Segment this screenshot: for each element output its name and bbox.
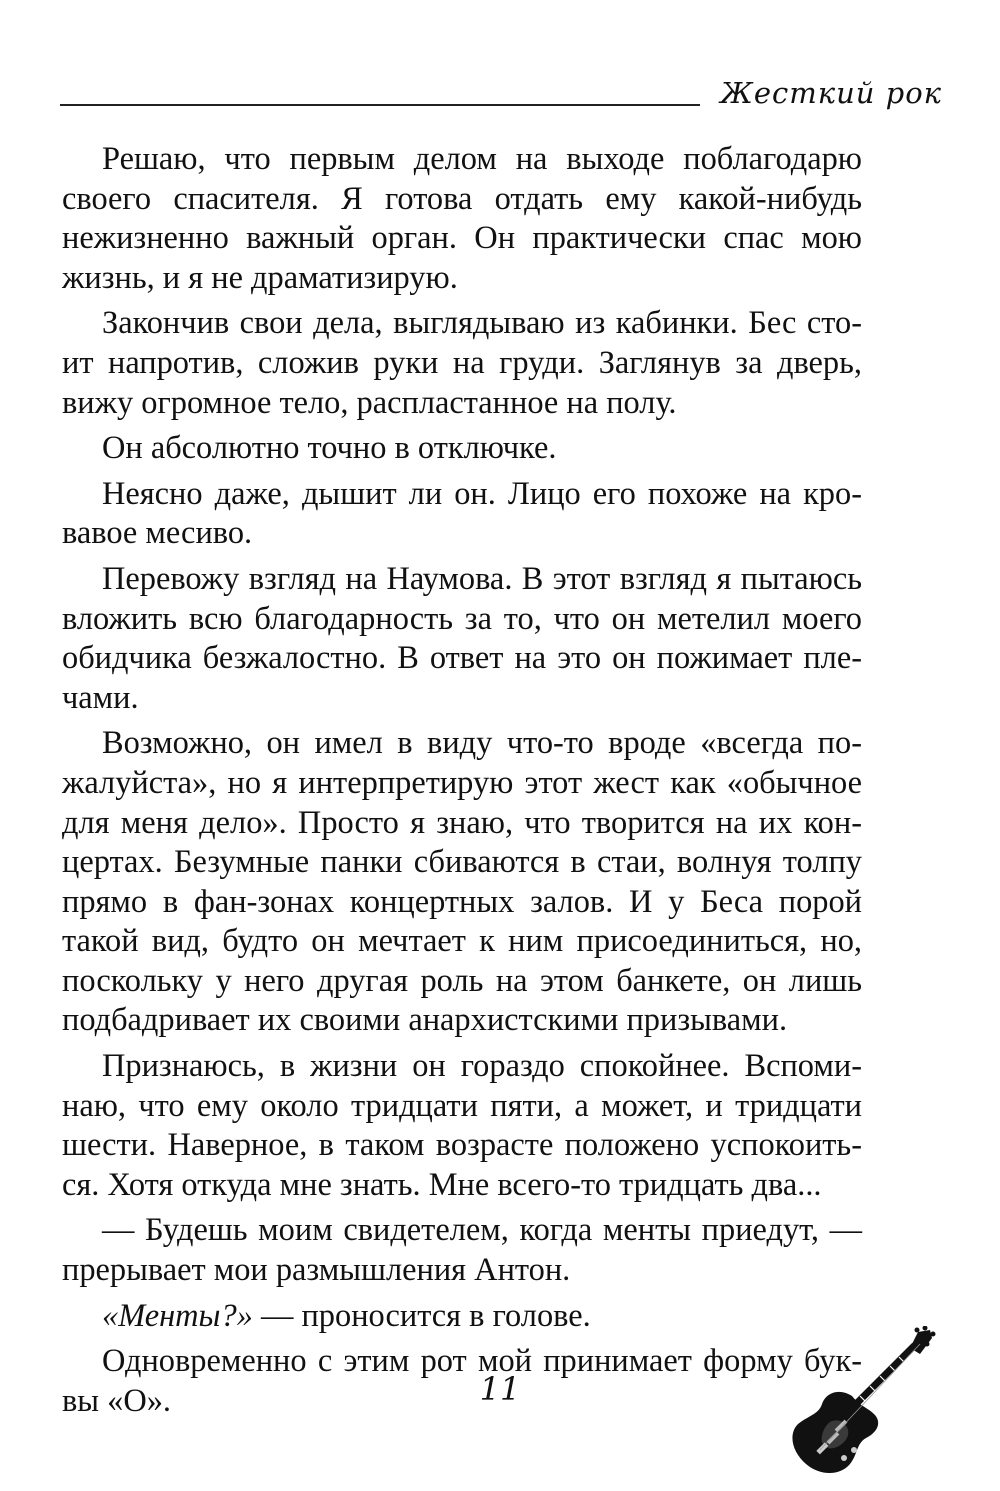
paragraph: Решаю, что первым делом на выходе поблагодарю своего спасителя. Я готова отдать ему какой-нибудь нежизненно важный орган. Он практически спас мою жизнь, и я не драматизирую. xyxy=(62,141,862,296)
paragraph: Перевожу взгляд на Наумова. В этот взгляд я пытаюсь вложить всю благодарность за то, что он метелил моего обидчика безжалостно. В ответ на это он пожимает плечами. xyxy=(62,560,862,716)
dialogue-paragraph: — Будешь моим свидетелем, когда менты приедут, — прерывает мои размышления Антон. xyxy=(62,1212,862,1289)
paragraph: Признаюсь, в жизни он гораздо спокойнее. Вспоминаю, что ему около тридцати пяти, а может, и тридцати шести. Наверное, в таком возрасте положено успокоиться. Хотя откуда мне знать. Мне всего-то тридцать два... xyxy=(62,1048,862,1203)
page-body xyxy=(62,140,862,1421)
paragraph: Неясно даже, дышит ли он. Лицо его похоже на кровавое месиво. xyxy=(62,475,862,552)
guitar-knob xyxy=(851,1447,857,1453)
paragraph: Он абсолютно точно в отключке. xyxy=(102,430,557,467)
header-rule xyxy=(60,104,700,106)
electric-guitar-icon xyxy=(786,1326,936,1478)
italic-thought: «Менты?» xyxy=(102,1297,253,1334)
paragraph: Закончив свои дела, выглядываю из кабинки. Бес стоит напротив, сложив руки на груди. Заглянув за дверь, вижу огромное тело, распластанное на полу. xyxy=(62,305,862,421)
guitar-neck xyxy=(848,1346,914,1412)
page-number: 11 xyxy=(479,1370,521,1408)
thought-paragraph xyxy=(62,1297,862,1337)
paragraph: Возможно, он имел в виду что-то вроде «всегда пожалуйста», но я интерпретирую этот жест как «обычное для меня дело». Просто я знаю, что творится на их концертах. Безумные панки сбиваются в стаи, волнуя толпу прямо в фан-зонах концертных залов. И у Беса порой такой вид, будто он мечтает к ним присоединиться, но, поскольку у него другая роль на этом банкете, он лишь подбадривает их своими анархистскими призывами. xyxy=(62,725,862,1039)
thought-continuation: — проносится в голове. xyxy=(252,1297,591,1334)
paragraph: Одновременно с этим рот мой принимает форму буквы «О». xyxy=(62,1343,862,1419)
guitar-knob xyxy=(841,1455,847,1461)
running-title: Жесткий рок xyxy=(720,76,942,110)
